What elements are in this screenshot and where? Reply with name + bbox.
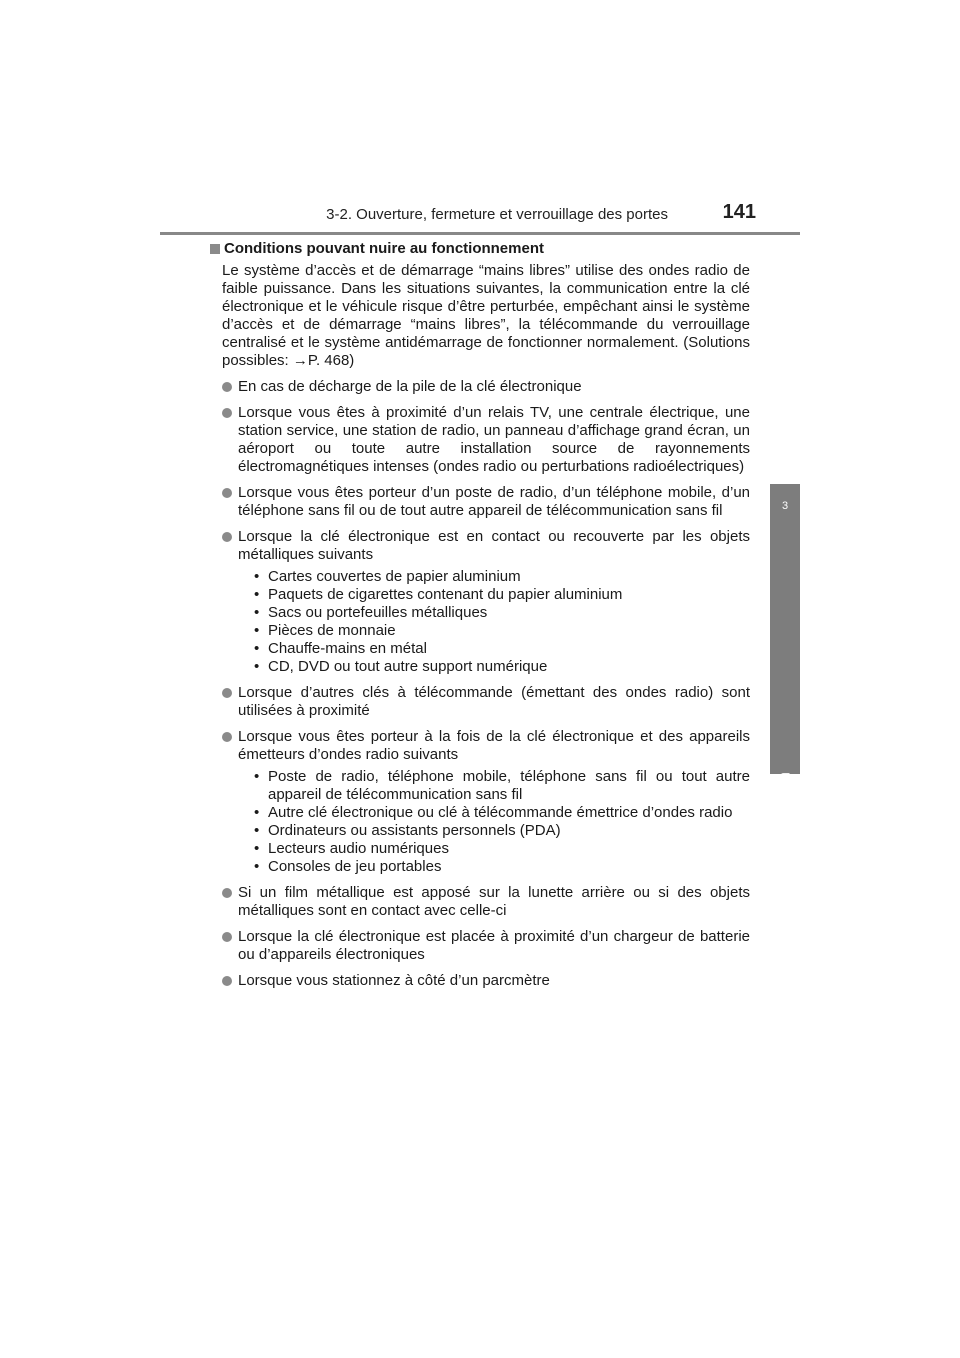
- radio-devices-list: [254, 768, 750, 876]
- chapter-tab: [770, 484, 800, 774]
- circle-bullet-icon: [222, 408, 232, 418]
- sub-list-item: • Lecteurs audio numériques: [254, 840, 750, 858]
- circle-bullet-icon: [222, 888, 232, 898]
- circle-bullet-icon: [222, 688, 232, 698]
- page-number: 141: [722, 201, 756, 223]
- list-item-text: Lorsque vous stationnez à côté d’un parcmètre: [238, 972, 550, 989]
- sub-list-item: • Paquets de cigarettes contenant du papier aluminium: [254, 586, 750, 604]
- list-item: [222, 728, 750, 876]
- header-divider: [160, 232, 800, 235]
- list-item: [222, 684, 750, 720]
- page-header: [160, 200, 800, 234]
- sub-list-item: • Chauffe-mains en métal: [254, 640, 750, 658]
- circle-bullet-icon: [222, 488, 232, 498]
- main-content: [222, 240, 750, 998]
- section-title: 3-2. Ouverture, fermeture et verrouillage des portes: [326, 206, 668, 223]
- list-item-text: Lorsque vous êtes porteur d’un poste de radio, d’un téléphone mobile, d’un téléphone sans fil ou de tout autre appareil de télécommunication sans fil: [238, 484, 750, 519]
- list-item-text: En cas de décharge de la pile de la clé électronique: [238, 378, 582, 395]
- metal-objects-list: [254, 568, 750, 676]
- square-bullet-icon: [210, 244, 220, 254]
- sub-list-item: • Sacs ou portefeuilles métalliques: [254, 604, 750, 622]
- intro-paragraph: Le système d’accès et de démarrage “mains libres” utilise des ondes radio de faible puissance. Dans les situations suivantes, la communication entre la clé électronique et le véhicule risque d’être perturbée, empêchant ainsi le système d’accès et de démarrage “mains libres”, la télécommande du verrouillage centralisé et le système antidémarrage de fonctionner normalement. (Solutions possibles: →P. 468): [222, 262, 750, 369]
- sub-list-item: • Consoles de jeu portables: [254, 858, 750, 876]
- circle-bullet-icon: [222, 382, 232, 392]
- sub-list-item: • Cartes couvertes de papier aluminium: [254, 568, 750, 586]
- chapter-number: 3: [781, 500, 789, 512]
- circle-bullet-icon: [222, 976, 232, 986]
- list-item-text: Lorsque vous êtes à proximité d’un relais TV, une centrale électrique, une station service, une station de radio, un panneau d’affichage grand écran, un aéroport ou toute autre installation source de rayonnements électromagnétiques intenses (ondes radio ou perturbations radioélectriques): [238, 404, 750, 475]
- section-heading: [210, 240, 750, 258]
- sub-list-item: • Pièces de monnaie: [254, 622, 750, 640]
- list-item: [222, 404, 750, 476]
- list-item-text: Si un film métallique est apposé sur la lunette arrière ou si des objets métalliques sont en contact avec celle-ci: [238, 884, 750, 919]
- sub-list-item: • Ordinateurs ou assistants personnels (PDA): [254, 822, 750, 840]
- list-item-text: Lorsque la clé électronique est en contact ou recouverte par les objets métalliques suivants: [238, 528, 750, 563]
- circle-bullet-icon: [222, 932, 232, 942]
- list-item: [222, 884, 750, 920]
- chapter-title: Utilisation de chaque équipement: [777, 772, 793, 980]
- list-item-text: Lorsque vous êtes porteur à la fois de la clé électronique et des appareils émetteurs d’ondes radio suivants: [238, 728, 750, 763]
- list-item: [222, 484, 750, 520]
- sub-list-item: • Poste de radio, téléphone mobile, téléphone sans fil ou tout autre appareil de télécommunication sans fil: [254, 768, 750, 804]
- list-item: [222, 528, 750, 676]
- list-item-text: Lorsque la clé électronique est placée à proximité d’un chargeur de batterie ou d’appareils électroniques: [238, 928, 750, 963]
- list-item: [222, 972, 750, 990]
- circle-bullet-icon: [222, 732, 232, 742]
- list-item: [222, 928, 750, 964]
- list-item: [222, 378, 750, 396]
- section-heading-text: Conditions pouvant nuire au fonctionnement: [224, 240, 544, 257]
- sub-list-item: • Autre clé électronique ou clé à télécommande émettrice d’ondes radio: [254, 804, 750, 822]
- sub-list-item: • CD, DVD ou tout autre support numérique: [254, 658, 750, 676]
- list-item-text: Lorsque d’autres clés à télécommande (émettant des ondes radio) sont utilisées à proximité: [238, 684, 750, 719]
- circle-bullet-icon: [222, 532, 232, 542]
